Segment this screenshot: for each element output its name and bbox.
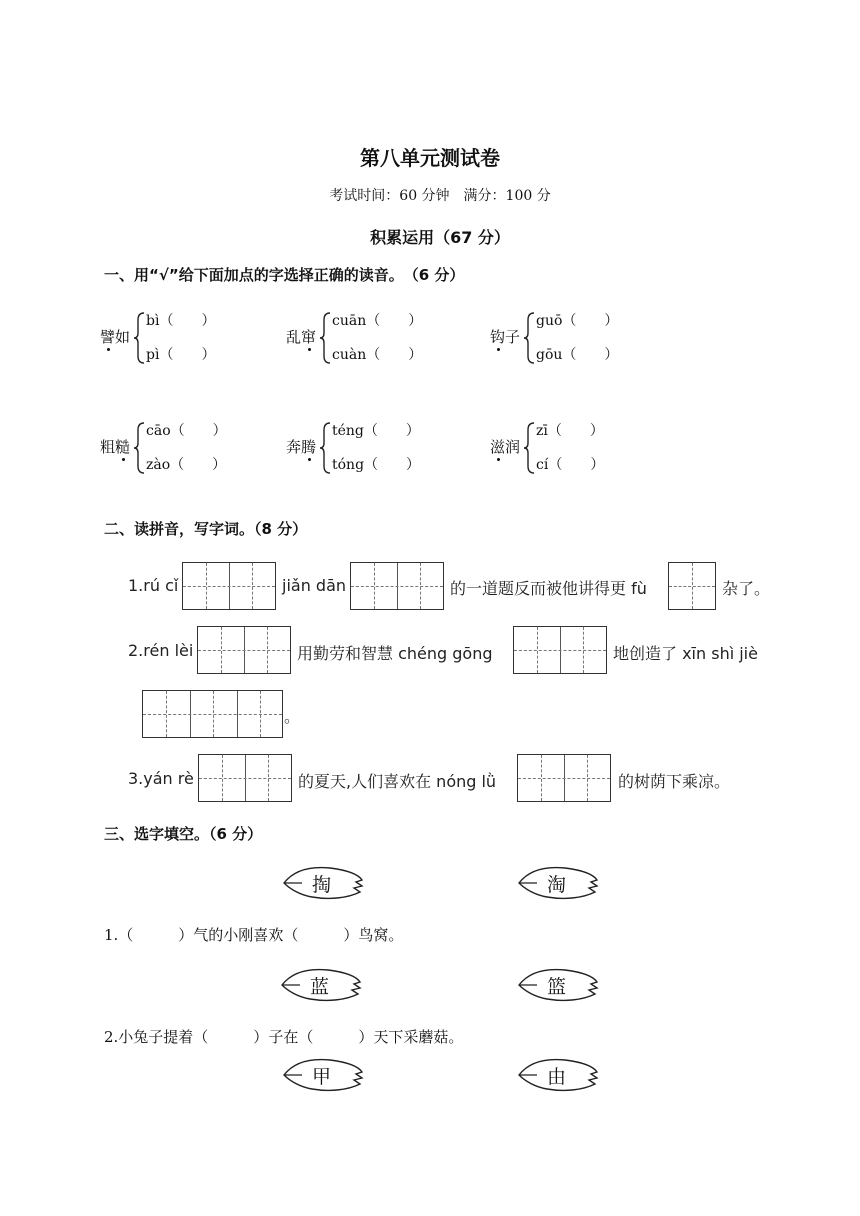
pinyin-option[interactable]: cuàn（ ）	[332, 347, 423, 363]
pinyin-option[interactable]: cí（ ）	[536, 457, 605, 473]
brace-icon	[523, 312, 535, 364]
leaf-option[interactable]	[280, 966, 364, 1004]
target-word: 奔腾	[286, 438, 317, 456]
sentence-text: 地创造了 xīn shì jiè	[613, 644, 758, 663]
brace-icon	[319, 312, 331, 364]
writing-grid[interactable]	[197, 626, 291, 674]
section3-heading: 三、选字填空。（6 分）	[104, 825, 263, 843]
section1-heading: 一、用“√”给下面加点的字选择正确的读音。 （6 分）	[104, 266, 465, 284]
fill-in-sentence: 1.（ ）气的小刚喜欢（ ）鸟窝。	[104, 926, 404, 944]
sentence-text: 的树荫下乘凉。	[618, 772, 731, 791]
leaf-character: 蓝	[310, 976, 330, 998]
writing-grid[interactable]	[668, 562, 716, 610]
pinyin-option[interactable]: tóng（ ）	[332, 457, 421, 473]
pinyin-option[interactable]: zī（ ）	[536, 423, 604, 439]
pinyin-prompt: jiǎn dān	[282, 576, 347, 595]
writing-grid[interactable]	[350, 562, 444, 610]
pinyin-group	[100, 310, 300, 366]
section2-heading: 二、读拼音，写字词。（8 分）	[104, 520, 308, 538]
emphasis-dot	[308, 348, 311, 351]
leaf-option[interactable]	[517, 1056, 601, 1094]
brace-icon	[133, 312, 145, 364]
pinyin-option[interactable]: cuān（ ）	[332, 313, 423, 329]
target-word: 钩子	[490, 328, 521, 346]
writing-grid[interactable]	[198, 754, 292, 802]
emphasis-dot	[122, 458, 125, 461]
leaf-option[interactable]	[517, 966, 601, 1004]
brace-icon	[523, 422, 535, 474]
fill-in-sentence: 2.小兔子提着（ ）子在（ ）天下采蘑菇。	[104, 1028, 464, 1046]
brace-icon	[319, 422, 331, 474]
sentence-text: 杂了。	[722, 579, 771, 598]
pinyin-option[interactable]: bì（ ）	[146, 313, 216, 329]
pinyin-option[interactable]: gōu（ ）	[536, 347, 619, 363]
sentence-text: 的夏天,人们喜欢在 nóng lǜ	[298, 772, 497, 791]
leaf-option[interactable]	[517, 864, 601, 902]
target-word: 粗糙	[100, 438, 131, 456]
pinyin-prompt: 1.rú cǐ	[128, 576, 179, 595]
pinyin-group	[490, 310, 690, 366]
pinyin-option[interactable]: téng（ ）	[332, 423, 420, 439]
pinyin-option[interactable]: cāo（ ）	[146, 423, 227, 439]
leaf-character: 篮	[547, 976, 567, 998]
pinyin-group	[286, 310, 486, 366]
pinyin-option[interactable]: pì（ ）	[146, 347, 216, 363]
pinyin-prompt: 用勤劳和智慧 chéng gōng	[297, 644, 493, 663]
emphasis-dot	[497, 348, 500, 351]
leaf-character: 甲	[312, 1066, 332, 1088]
writing-grid[interactable]	[517, 754, 611, 802]
pinyin-option[interactable]: zào（ ）	[146, 457, 227, 473]
leaf-character: 掏	[312, 874, 332, 896]
leaf-option[interactable]	[282, 1056, 366, 1094]
brace-icon	[133, 422, 145, 474]
pinyin-prompt: 2.rén lèi	[128, 641, 194, 660]
emphasis-dot	[308, 458, 311, 461]
writing-grid[interactable]	[142, 690, 283, 738]
pinyin-option[interactable]: guō（ ）	[536, 313, 619, 329]
writing-grid[interactable]	[182, 562, 276, 610]
emphasis-dot	[497, 458, 500, 461]
exam-info: 考试时间：60 分钟 满分：100 分	[329, 188, 551, 204]
leaf-character: 淘	[547, 874, 567, 896]
part-heading: 积累运用（67 分）	[370, 228, 510, 247]
writing-grid[interactable]	[513, 626, 607, 674]
page-title: 第八单元测试卷	[360, 146, 500, 170]
pinyin-prompt: 3.yán rè	[128, 769, 194, 788]
leaf-character: 由	[547, 1066, 567, 1088]
pinyin-group	[286, 420, 486, 476]
target-word: 乱窜	[286, 328, 317, 346]
target-word: 譬如	[100, 328, 131, 346]
pinyin-group	[490, 420, 690, 476]
target-word: 滋润	[490, 438, 521, 456]
leaf-option[interactable]	[282, 864, 366, 902]
pinyin-group	[100, 420, 300, 476]
emphasis-dot	[107, 348, 110, 351]
sentence-text: 。	[284, 707, 301, 726]
sentence-text: 的一道题反而被他讲得更 fù	[450, 579, 647, 598]
